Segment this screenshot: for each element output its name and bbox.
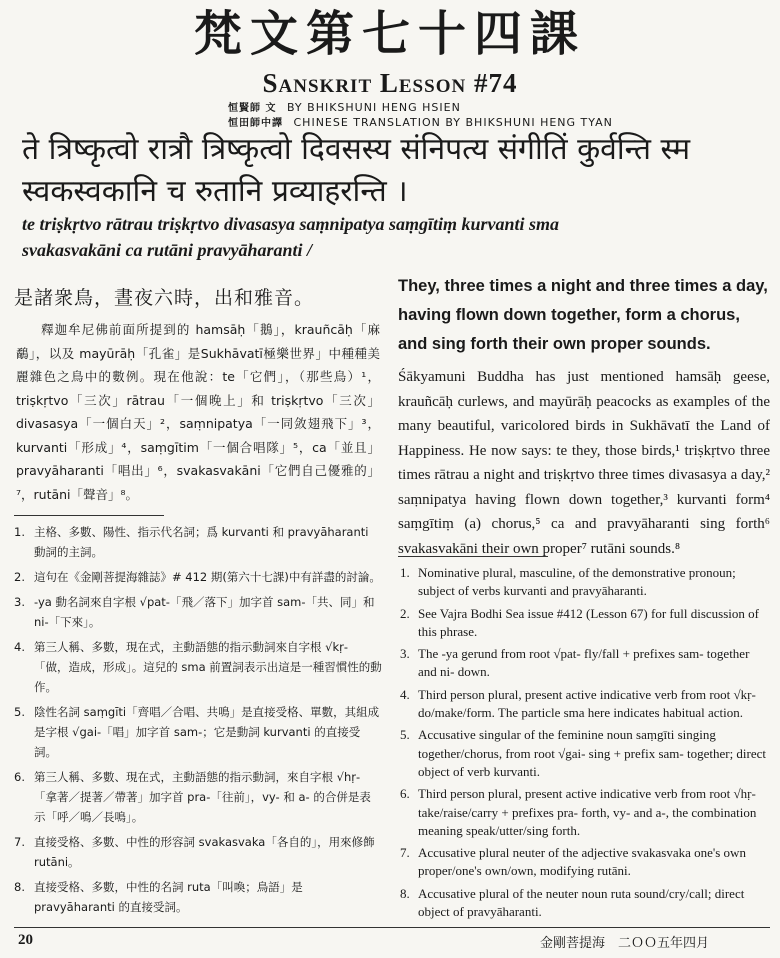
footnote: 8. 直接受格、多數，中性的名詞 ruta「叫喚；鳥語」是 pravyāharanti 的直接受詞。 [14,880,303,914]
footnote: 2. See Vajra Bodhi Sea issue #412 (Lesson 67) for full discussion of this phrase. [400,605,759,639]
footnote: 1. 主格、多數、陽性、指示代名詞；爲 kurvanti 和 pravyāharanti 動詞的主詞。 [14,525,369,559]
footnote: 6. 第三人稱、多數、現在式，主動語態的指示動詞，來自字根 √hṛ-「拿著／提著／帶著」加字首 pra-「往前」，vy- 和 a- 的合併是表示「呼／鳴／長鳴」。 [14,770,371,824]
footnote: 2. 這句在《金剛菩提海雜誌》# 412 期(第六十七課)中有詳盡的討論。 [14,570,381,584]
chinese-title: 梵文第七十四課 [193,6,586,62]
english-notes-divider [398,556,548,557]
footnote: 7. Accusative plural neuter of the adjective svakasvaka one's own proper/one's own/own, modifying rutāni. [400,845,746,879]
author-credit [228,99,461,114]
translator-credit [228,114,613,129]
footnote: 4. 第三人稱、多數，現在式，主動語態的指示動詞來自字根 √kṛ-「做，造成，形成」。這兒的 sma 前置詞表示出這是一種習慣性的動作。 [14,640,382,694]
footnote: 5. Accusative singular of the feminine noun saṃgīti singing together/chorus, from root √gai- sing + prefix sam- together; direct object of verb kurvanti. [400,727,767,779]
english-commentary: Śākyamuni Buddha has just mentioned hamsāḥ geese, krauñcāḥ curlews, and mayūrāḥ peacocks as examples of the many beautiful, varicolored birds in Sukhāvatī the Land of Happiness. He now says: te they, those birds,¹ triṣkṛtvo three times rātrau a night and triṣkṛtvo three times divasasya a day,² saṃnipatya having flown down together,³ kurvanti form⁴ saṃgītiṃ (a) chorus,⁵ ca and pravyāharanti sing forth⁶ svakasvakāni their own proper⁷ rutāni sounds.⁸ [398,369,770,557]
footnote: 7. 直接受格、多數、中性的形容詞 svakasvaka「各自的」，用來修飾 rutāni。 [14,835,375,869]
footer-divider [14,927,770,928]
english-verse-translation: They, three times a night and three times a day, having flown down together, form a chorus, and sing forth their own proper sounds. [398,277,768,353]
translator-credit-cn: 恒田師中譯 [228,118,283,129]
footnote: 3. The -ya gerund from root √pat- fly/fall + prefixes sam- together and ni- down. [400,646,750,680]
chinese-footnotes [14,522,382,922]
footnote: 4. Third person plural, present active indicative verb from root √kṛ- do/make/form. The particle sma here indicates habitual action. [400,686,756,721]
devanagari-line-2: स्वकस्वकानि च रुतानि प्रव्याहरन्ति । [22,174,408,209]
transliteration-line-2: svakasvakāni ca rutāni pravyāharanti / [22,240,313,260]
transliteration-line-1: te triṣkṛtvo rātrau triṣkṛtvo divasasya saṃnipatya saṃgītiṃ kurvanti sma [22,214,560,234]
chinese-verse-translation: 是諸衆鳥，晝夜六時，出和雅音。 [14,287,315,309]
footnote: 5. 陰性名詞 saṃgīti「齊唱／合唱、共鳴」是直接受格、單數，其組成是字根 √gai-「唱」加字首 sam-；它是動詞 kurvanti 的直接受詞。 [14,705,380,759]
devanagari-line-1: ते त्रिष्कृत्वो रात्रौ त्रिष्कृत्वो दिवसस्य संनिपत्य संगीतिं कुर्वन्ति स्म [22,132,691,167]
page-number: 20 [18,932,33,948]
english-footnotes [400,564,768,925]
chinese-notes-divider [14,515,164,516]
translator-credit-en: CHINESE TRANSLATION BY BHIKSHUNI HENG TYAN [293,116,613,129]
author-credit-cn: 恒賢師 文 [228,103,277,114]
footnote: 3. -ya 動名詞來自字根 √pat-「飛／落下」加字首 sam-「共、同」和 ni-「下來」。 [14,595,375,629]
footnote: 1. Nominative plural, masculine, of the demonstrative pronoun; subject of verbs kurvanti and pravyāharanti. [400,565,736,599]
footnote: 8. Accusative plural of the neuter noun ruta sound/cry/call; direct object of pravyāharanti. [400,885,745,920]
publication-date: 金剛菩提海 二ＯＯ五年四月 [540,936,710,951]
footnote: 6. Third person plural, present active indicative verb from root √hṛ- take/raise/carry + prefixes pra- forth, vy- and a-, the combination meaning speak/utter/sing forth. [400,786,757,838]
english-title: Sanskrit Lesson #74 [262,68,518,98]
chinese-commentary: 釋迦牟尼佛前面所提到的 hamsāḥ「鵝」，krauñcāḥ「麻鷸」，以及 mayūrāḥ「孔雀」是Sukhāvatī極樂世界」中種種美麗雜色之鳥中的數例。現在他說：te「它們」，（那些鳥）¹，triṣkṛtvo「三次」rātrau「一個晚上」和 triṣkṛtvo「三次」divasasya「一個白天」²，saṃnipatya「一同敛翅飛下」³，kurvanti「形成」⁴，saṃgītim「一個合唱隊」⁵，ca「並且」pravyāharanti「唱出」⁶，svakasvakāni「它們自己優雅的」⁷，rutāni「聲音」⁸。 [16,322,380,502]
author-credit-en: BY BHIKSHUNI HENG HSIEN [286,101,461,114]
